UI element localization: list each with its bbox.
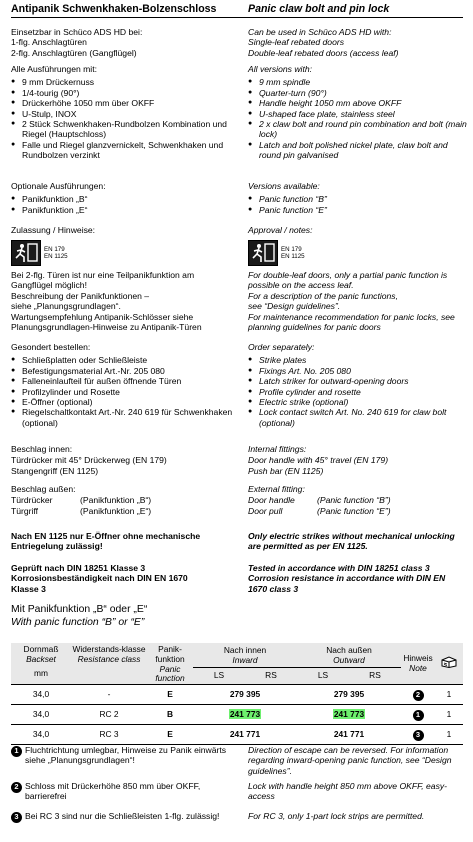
footnote-number: 3	[11, 812, 22, 823]
header-outward-ls: LS	[297, 667, 349, 684]
outward-article-cell: 279 395	[333, 689, 365, 700]
header-note: Hinweis Note	[401, 643, 435, 685]
notes-en: For double-leaf doors, only a partial panic function is possible on the access leaf. For a description of the panic functions, see “Design guidelines”. For maintenance recommendation for panic locks, see planning guidelines for panic doors	[248, 270, 455, 333]
table-body	[11, 685, 463, 745]
footnote-text-en: Lock with handle height 850 mm above OKFF, easy-access	[248, 781, 448, 802]
header-panic: Panik-funktion Panic function	[147, 643, 193, 685]
tested-en: Tested in accordance with DIN 18251 class 3 Corrosion resistance in accordance with DIN EN 1670 class 3	[248, 563, 446, 594]
note-cell: 2	[413, 690, 424, 701]
warning-en: Only electric strikes without mechanical unlocking are permitted as per EN 1125.	[248, 531, 455, 552]
emergency-exit-icon	[248, 240, 278, 266]
emergency-exit-badge-de: EN 179 EN 1125	[11, 240, 68, 266]
title-en: Panic claw bolt and pin lock	[248, 3, 390, 15]
inward-article-cell: 241 771	[229, 729, 261, 740]
optional-de: Optionale Ausführungen: ● Panikfunktion „B“ ● Panikfunktion „E“	[11, 181, 106, 215]
header-inward: Nach innen Inward	[193, 643, 297, 667]
separate-de: Gesondert bestellen: ● Schließplatten oder Schließleiste ● Befestigungsmaterial Art.-Nr. 205 080 ● Falleneinlaufteil für außen öffnende Türen ● Profilzylinder und Rosette ● E-Öffner (optional) ● Riegelschaltkontakt Art.-Nr. 240 619 für Schwenkhaken (optional)	[11, 342, 237, 428]
panic-cell: E	[167, 689, 173, 700]
footnote-number: 1	[11, 746, 22, 757]
title-rule	[11, 17, 463, 18]
backset-cell: 34,0	[32, 709, 50, 720]
header-class: Widerstands-klasse Resistance class	[71, 643, 147, 685]
versions-en: All versions with: ● 9 mm spindle ● Quarter-turn (90°) ● Handle height 1050 mm above OKFF ● U-shaped face plate, stainless steel ● 2 x claw bolt and round pin combination and bolt (main lock) ● Latch and bolt polished nickel plate, claw bolt and round pin galvanised	[248, 64, 470, 161]
outside-fittings-de: Beschlag außen: Türdrücker (Panikfunktion „B“) Türgriff (Panikfunktion „E“)	[11, 484, 152, 516]
outward-article-cell: 241 771	[333, 729, 365, 740]
header-backset: Dornmaß Backset mm	[11, 643, 71, 685]
emergency-exit-badge-en: EN 179 EN 1125	[248, 240, 305, 266]
footnote-de	[11, 811, 241, 823]
header-outward-rs: RS	[349, 667, 401, 684]
tested-de: Geprüft nach DIN 18251 Klasse 3 Korrosionsbeständigkeit nach DIN EN 1670 Klasse 3	[11, 563, 188, 594]
footnote-number: 2	[11, 782, 22, 793]
footnote-text-de: Fluchtrichtung umlegbar, Hinweise zu Panik einwärts siehe „Planungsgrundlagen“!	[25, 745, 227, 766]
header-inward-rs: RS	[245, 667, 297, 684]
intro-de: Einsetzbar in Schüco ADS HD bei: 1-flg. Anschlagtüren 2-flg. Anschlagtüren (Gangflügel)	[11, 27, 143, 58]
class-cell: RC 3	[99, 729, 119, 740]
footnote-text-en: Direction of escape can be reversed. For information regarding inward-opening panic function, see “Design guidelines”.	[248, 745, 452, 776]
table-row	[11, 725, 463, 745]
footnote-de	[11, 781, 241, 802]
footnote-de	[11, 745, 241, 766]
inside-fittings-de: Beschlag innen: Türdrücker mit 45° Drückerweg (EN 179) Stangengriff (EN 1125)	[11, 444, 167, 476]
outside-fittings-en: External fitting: Door handle (Panic function “B”) Door pull (Panic function “E”)	[248, 484, 391, 516]
inside-fittings-en: Internal fittings: Door handle with 45° travel (EN 179) Push bar (EN 1125)	[248, 444, 389, 476]
note-cell: 3	[413, 730, 424, 741]
inward-article-cell: 279 395	[229, 689, 261, 700]
approval-de: Zulassung / Hinweise:	[11, 225, 96, 235]
footnote-text-de: Schloss mit Drückerhöhe 850 mm über OKFF, barrierefrei	[25, 781, 201, 802]
quantity-cell: 1	[446, 689, 452, 700]
separate-en: Order separately: ● Strike plates ● Fixings Art. No. 205 080 ● Latch striker for outward-opening doors ● Profile cylinder and rosette ● Electric strike (optional) ● Lock contact switch Art. No. 240 619 for claw bolt (optional)	[248, 342, 470, 428]
header-outward: Nach außen Outward	[297, 643, 401, 667]
package-icon	[441, 660, 457, 670]
quantity-cell: 1	[446, 709, 452, 720]
table-row	[11, 685, 463, 705]
quantity-cell: 1	[446, 729, 452, 740]
inward-article-cell: 241 773	[229, 709, 261, 720]
outward-article-cell: 241 773	[333, 709, 365, 720]
article-table	[11, 643, 463, 745]
header-quantity	[435, 643, 463, 685]
panic-cell: E	[167, 729, 173, 740]
footnote-text-de: Bei RC 3 sind nur die Schließleisten 1-flg. zulässig!	[25, 811, 220, 821]
approval-en: Approval / notes:	[248, 225, 313, 235]
backset-cell: 34,0	[32, 729, 50, 740]
table-row	[11, 705, 463, 725]
warning-de: Nach EN 1125 nur E-Öffner ohne mechanische Entriegelung zulässig!	[11, 531, 201, 552]
class-cell: -	[107, 689, 111, 700]
optional-en: Versions available: ● Panic function “B” ● Panic function “E”	[248, 181, 327, 215]
versions-de: Alle Ausführungen mit: ● 9 mm Drückernuss ● 1/4-tourig (90°) ● Drückerhöhe 1050 mm über OKFF ● U-Stulp, INOX ● 2 Stück Schwenkhaken-Rundbolzen Kombination und Riegel (Hauptschloss) ● Falle und Riegel glanzvernickelt, Schwenkhaken und Rundbolzen verzinkt	[11, 64, 237, 161]
emergency-exit-icon	[11, 240, 41, 266]
header-inward-ls: LS	[193, 667, 245, 684]
notes-de: Bei 2-flg. Türen ist nur eine Teilpanikfunktion am Gangflügel möglich! Beschreibung der Panikfunktionen – siehe „Planungsgrundlagen“. Wartungsempfehlung Antipanik-Schlösser siehe Planungsgrundlagen-Hinweise zu Antipanik-Türen	[11, 270, 202, 333]
intro-en: Can be used in Schüco ADS HD with: Single-leaf rebated doors Double-leaf rebated doors (access leaf)	[248, 27, 399, 58]
section-heading: Mit Panikfunktion „B“ oder „E“ With panic function “B” or “E”	[11, 604, 148, 628]
class-cell: RC 2	[99, 709, 119, 720]
title-de: Antipanik Schwenkhaken-Bolzenschloss	[11, 3, 217, 15]
panic-cell: B	[166, 709, 174, 720]
footnote-text-en: For RC 3, only 1-part lock strips are permitted.	[248, 811, 425, 821]
note-cell: 1	[413, 710, 424, 721]
backset-cell: 34,0	[32, 689, 50, 700]
